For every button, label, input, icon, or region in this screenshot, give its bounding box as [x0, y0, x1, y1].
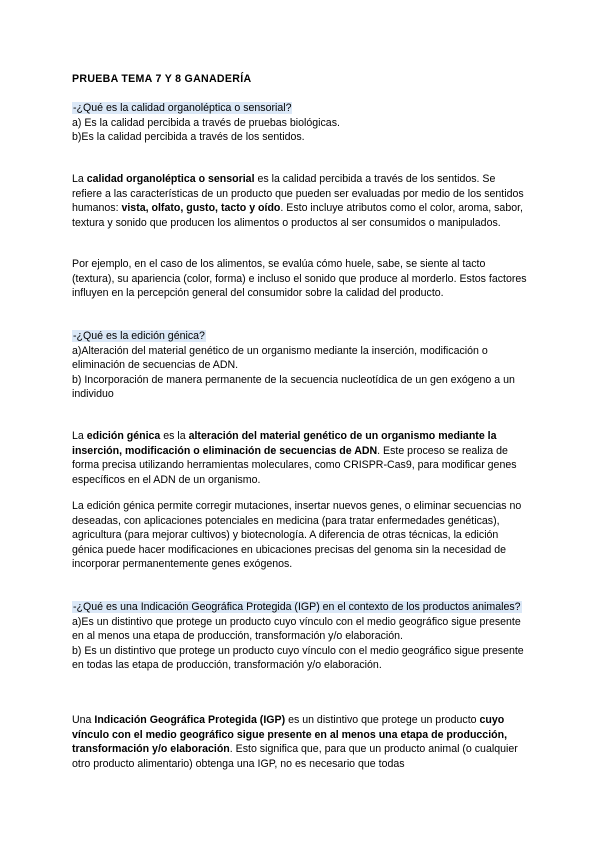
question-2-option-b: b) Incorporación de manera permanente de la secuencia nucleotídica de un gen exógeno a un individuo [72, 373, 515, 401]
explanation-1-paragraph-2: Por ejemplo, en el caso de los alimentos, se evalúa cómo huele, sabe, se siente al tacto (textura), su apariencia (color, forma) e incluso el sonido que produce al morderlo. Estos factores influyen en la percepción general del consumidor sobre la calidad del producto. [72, 258, 527, 300]
explanation-2-paragraph-2: La edición génica permite corregir mutaciones, insertar nuevos genes, o eliminar secuencias no deseadas, con aplicaciones potenciales en medicina (para tratar enfermedades genéticas), agricultura (para mejorar cultivos) y biotecnología. A diferencia de otras técnicas, la edición génica puede hacer modificaciones en ubicaciones precisas del genoma sin la necesidad de incorporar permanentemente genes exógenos. [72, 500, 522, 571]
question-3-text: -¿Qué es una Indicación Geográfica Protegida (IGP) en el contexto de los productos animales? [73, 601, 521, 613]
question-3 [72, 600, 528, 673]
question-1-option-b: b)Es la calidad percibida a través de los sentidos. [72, 131, 305, 144]
question-2-option-a: a)Alteración del material genético de un organismo mediante la inserción, modificación o eliminación de secuencias de ADN. [72, 344, 488, 372]
question-2 [72, 329, 528, 402]
explanation-2 [72, 429, 528, 487]
explanation-2-paragraph-1: La edición génica es la alteración del material genético de un organismo mediante la inserción, modificación o eliminación de secuencias de ADN. Este proceso se realiza de forma precisa utilizando herramientas moleculares, como CRISPR-Cas9, para modificar genes específicos en el ADN de un organismo. [72, 430, 517, 486]
question-2-text: -¿Qué es la edición génica? [73, 330, 205, 342]
question-3-option-a: a)Es un distintivo que protege un producto cuyo vínculo con el medio geográfico sigue presente en al menos una etapa de producción, transformación y/o elaboración. [72, 615, 521, 643]
explanation-3 [72, 713, 528, 771]
explanation-1 [72, 172, 528, 230]
explanation-3-paragraph-1: Una Indicación Geográfica Protegida (IGP) es un distintivo que protege un producto cuyo vínculo con el medio geográfico sigue presente en al menos una etapa de producción, transformación y/o elaboración. Esto significa que, para que un producto animal (o cualquier otro producto alimentario) obtenga una IGP, no es necesario que todas [72, 714, 518, 770]
question-3-option-b: b) Es un distintivo que protege un producto cuyo vínculo con el medio geográfico sigue presente en todas las etapa de producción, transformación y/o elaboración. [72, 644, 524, 672]
explanation-1-paragraph-1: La calidad organoléptica o sensorial es la calidad percibida a través de los sentidos. Se refiere a las características de un producto que pueden ser evaluadas por medio de los sentidos humanos: vista, olfato, gusto, tacto y oído. Esto incluye atributos como el color, aroma, sabor, textura y sonido que producen los alimentos o productos al ser consumidos o manipulados. [72, 173, 524, 229]
question-1 [72, 101, 528, 145]
document-title: PRUEBA TEMA 7 Y 8 GANADERÍA [72, 73, 252, 85]
question-1-option-a: a) Es la calidad percibida a través de pruebas biológicas. [72, 116, 340, 129]
question-1-text: -¿Qué es la calidad organoléptica o sensorial? [73, 102, 292, 114]
